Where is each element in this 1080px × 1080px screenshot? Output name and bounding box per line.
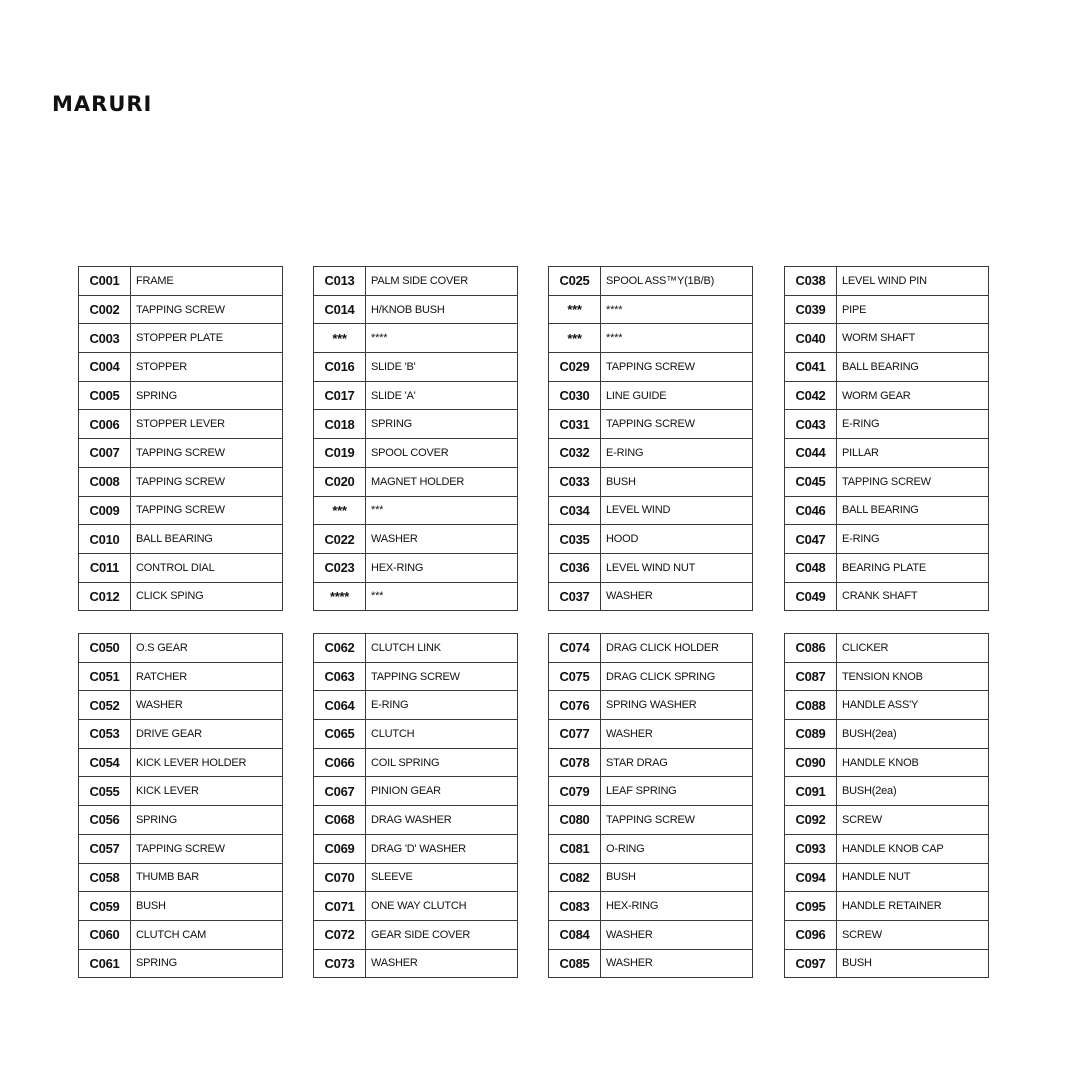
table-row [785, 949, 989, 978]
part-name: CRANK SHAFT [837, 582, 989, 611]
table-row [79, 949, 283, 978]
part-code: C094 [785, 863, 837, 892]
part-code: C018 [314, 410, 366, 439]
parts-table-8 [784, 633, 989, 978]
part-code: C005 [79, 381, 131, 410]
table-row [314, 467, 518, 496]
part-code: C057 [79, 834, 131, 863]
part-code: C079 [549, 777, 601, 806]
table-row [314, 295, 518, 324]
part-name: SCREW [837, 806, 989, 835]
part-name: FRAME [131, 267, 283, 296]
part-name: HOOD [601, 525, 753, 554]
part-name: HANDLE NUT [837, 863, 989, 892]
part-name: TAPPING SCREW [131, 295, 283, 324]
part-code: C058 [79, 863, 131, 892]
table-row [79, 295, 283, 324]
table-row [785, 439, 989, 468]
part-code: C081 [549, 834, 601, 863]
part-code: C059 [79, 892, 131, 921]
table-row [79, 748, 283, 777]
table-row [314, 267, 518, 296]
part-code: C078 [549, 748, 601, 777]
part-code: C006 [79, 410, 131, 439]
table-row [79, 324, 283, 353]
part-code: C076 [549, 691, 601, 720]
part-name: CLUTCH [366, 720, 518, 749]
part-code: C043 [785, 410, 837, 439]
part-name: SPOOL ASS™Y(1B/B) [601, 267, 753, 296]
part-name: **** [601, 324, 753, 353]
part-code: C022 [314, 525, 366, 554]
table-row [549, 525, 753, 554]
table-row [785, 834, 989, 863]
part-code: C020 [314, 467, 366, 496]
part-code: *** [314, 324, 366, 353]
table-row [785, 353, 989, 382]
part-name: O.S GEAR [131, 634, 283, 663]
part-code: C083 [549, 892, 601, 921]
table-row [79, 381, 283, 410]
part-code: C054 [79, 748, 131, 777]
brand-logo: MARURI [52, 92, 153, 116]
part-name: BUSH [601, 467, 753, 496]
part-code: C014 [314, 295, 366, 324]
table-row [79, 582, 283, 611]
part-code: C075 [549, 662, 601, 691]
part-code: C040 [785, 324, 837, 353]
table-row [314, 381, 518, 410]
part-name: DRAG 'D' WASHER [366, 834, 518, 863]
part-name: SPRING [131, 806, 283, 835]
part-code: C025 [549, 267, 601, 296]
part-code: C002 [79, 295, 131, 324]
part-code: C052 [79, 691, 131, 720]
table-row [549, 582, 753, 611]
part-code: *** [549, 324, 601, 353]
part-name: BALL BEARING [837, 353, 989, 382]
part-name: MAGNET HOLDER [366, 467, 518, 496]
table-row [79, 439, 283, 468]
part-code: C044 [785, 439, 837, 468]
part-name: KICK LEVER HOLDER [131, 748, 283, 777]
table-row [314, 410, 518, 439]
part-code: C029 [549, 353, 601, 382]
part-name: TAPPING SCREW [837, 467, 989, 496]
part-name: RATCHER [131, 662, 283, 691]
table-row [785, 863, 989, 892]
part-name: BUSH [131, 892, 283, 921]
parts-table-7 [548, 633, 753, 978]
part-name: TAPPING SCREW [131, 439, 283, 468]
table-row [549, 467, 753, 496]
part-code: C001 [79, 267, 131, 296]
part-name: TAPPING SCREW [366, 662, 518, 691]
part-name: TAPPING SCREW [601, 410, 753, 439]
part-code: C091 [785, 777, 837, 806]
table-row [314, 324, 518, 353]
part-code: C093 [785, 834, 837, 863]
part-code: C034 [549, 496, 601, 525]
part-code: C085 [549, 949, 601, 978]
part-name: STOPPER PLATE [131, 324, 283, 353]
table-row [785, 295, 989, 324]
part-name: SPRING [366, 410, 518, 439]
part-code: C084 [549, 920, 601, 949]
part-name: HANDLE ASS'Y [837, 691, 989, 720]
part-code: C008 [79, 467, 131, 496]
table-row [785, 920, 989, 949]
part-code: C035 [549, 525, 601, 554]
table-row [79, 720, 283, 749]
table-row [79, 834, 283, 863]
part-name: SLEEVE [366, 863, 518, 892]
table-row [79, 806, 283, 835]
part-name: TAPPING SCREW [131, 496, 283, 525]
part-name: DRIVE GEAR [131, 720, 283, 749]
part-code: C048 [785, 553, 837, 582]
table-row [79, 496, 283, 525]
part-name: THUMB BAR [131, 863, 283, 892]
part-name: SLIDE 'B' [366, 353, 518, 382]
part-code: C069 [314, 834, 366, 863]
table-row [549, 691, 753, 720]
part-name: SLIDE 'A' [366, 381, 518, 410]
table-row [79, 553, 283, 582]
table-row [549, 295, 753, 324]
table-row [549, 381, 753, 410]
table-row [549, 553, 753, 582]
part-name: DRAG WASHER [366, 806, 518, 835]
table-row [549, 920, 753, 949]
table-row [314, 353, 518, 382]
part-name: TENSION KNOB [837, 662, 989, 691]
part-code: C077 [549, 720, 601, 749]
table-row [79, 467, 283, 496]
part-name: *** [366, 496, 518, 525]
part-name: E-RING [837, 410, 989, 439]
table-row [314, 834, 518, 863]
table-row [785, 691, 989, 720]
table-row [785, 410, 989, 439]
parts-table-5 [78, 633, 283, 978]
part-name: DRAG CLICK HOLDER [601, 634, 753, 663]
part-code: C097 [785, 949, 837, 978]
table-row [314, 525, 518, 554]
part-name: LEAF SPRING [601, 777, 753, 806]
part-code: C096 [785, 920, 837, 949]
part-code: C003 [79, 324, 131, 353]
part-name: BUSH [601, 863, 753, 892]
part-code: C037 [549, 582, 601, 611]
part-name: STAR DRAG [601, 748, 753, 777]
part-code: C092 [785, 806, 837, 835]
table-row [314, 920, 518, 949]
table-row [549, 267, 753, 296]
part-name: TAPPING SCREW [601, 353, 753, 382]
table-row [785, 467, 989, 496]
part-name: CLUTCH LINK [366, 634, 518, 663]
table-row [314, 439, 518, 468]
table-row [79, 691, 283, 720]
table-row [785, 324, 989, 353]
table-row [549, 496, 753, 525]
part-code: C080 [549, 806, 601, 835]
part-name: HANDLE KNOB [837, 748, 989, 777]
part-name: WASHER [366, 949, 518, 978]
part-code: C032 [549, 439, 601, 468]
part-name: LEVEL WIND NUT [601, 553, 753, 582]
part-name: CONTROL DIAL [131, 553, 283, 582]
table-row [785, 525, 989, 554]
part-code: C045 [785, 467, 837, 496]
part-code: **** [314, 582, 366, 611]
part-code: C086 [785, 634, 837, 663]
table-row [785, 381, 989, 410]
part-name: **** [601, 295, 753, 324]
part-name: SPRING [131, 949, 283, 978]
parts-table-6 [313, 633, 518, 978]
part-code: C004 [79, 353, 131, 382]
part-code: C074 [549, 634, 601, 663]
part-name: PILLAR [837, 439, 989, 468]
part-code: C050 [79, 634, 131, 663]
table-row [549, 410, 753, 439]
part-code: C030 [549, 381, 601, 410]
part-code: C090 [785, 748, 837, 777]
part-name: HANDLE KNOB CAP [837, 834, 989, 863]
part-name: TAPPING SCREW [131, 467, 283, 496]
table-row [79, 525, 283, 554]
table-row [549, 863, 753, 892]
part-code: C067 [314, 777, 366, 806]
part-name: PALM SIDE COVER [366, 267, 518, 296]
part-code: C073 [314, 949, 366, 978]
part-name: E-RING [837, 525, 989, 554]
part-code: C013 [314, 267, 366, 296]
part-code: C088 [785, 691, 837, 720]
part-name: BALL BEARING [131, 525, 283, 554]
part-code: C019 [314, 439, 366, 468]
table-row [549, 324, 753, 353]
table-row [549, 634, 753, 663]
part-name: TAPPING SCREW [601, 806, 753, 835]
part-code: C036 [549, 553, 601, 582]
part-name: BEARING PLATE [837, 553, 989, 582]
part-name: *** [366, 582, 518, 611]
part-code: C011 [79, 553, 131, 582]
part-name: HEX-RING [601, 892, 753, 921]
part-name: HANDLE RETAINER [837, 892, 989, 921]
part-code: *** [549, 295, 601, 324]
part-code: C010 [79, 525, 131, 554]
part-code: C061 [79, 949, 131, 978]
part-name: WORM SHAFT [837, 324, 989, 353]
part-code: C042 [785, 381, 837, 410]
part-code: C031 [549, 410, 601, 439]
table-row [785, 777, 989, 806]
part-code: C071 [314, 892, 366, 921]
table-row [785, 496, 989, 525]
table-row [314, 892, 518, 921]
part-code: C082 [549, 863, 601, 892]
part-code: C066 [314, 748, 366, 777]
parts-table-2 [313, 266, 518, 611]
part-name: E-RING [601, 439, 753, 468]
part-code: C060 [79, 920, 131, 949]
table-row [314, 553, 518, 582]
table-row [549, 662, 753, 691]
part-name: WASHER [366, 525, 518, 554]
part-name: KICK LEVER [131, 777, 283, 806]
part-name: SCREW [837, 920, 989, 949]
table-row [549, 439, 753, 468]
table-row [549, 949, 753, 978]
part-name: BUSH(2ea) [837, 777, 989, 806]
part-name: SPRING WASHER [601, 691, 753, 720]
table-row [549, 720, 753, 749]
part-name: SPOOL COVER [366, 439, 518, 468]
parts-table-1 [78, 266, 283, 611]
part-code: C064 [314, 691, 366, 720]
table-row [785, 267, 989, 296]
part-name: PINION GEAR [366, 777, 518, 806]
table-row [314, 949, 518, 978]
table-row [79, 410, 283, 439]
part-code: C055 [79, 777, 131, 806]
part-code: C053 [79, 720, 131, 749]
part-name: HEX-RING [366, 553, 518, 582]
part-name: LEVEL WIND [601, 496, 753, 525]
part-code: C062 [314, 634, 366, 663]
part-name: ONE WAY CLUTCH [366, 892, 518, 921]
part-code: C009 [79, 496, 131, 525]
table-row [314, 691, 518, 720]
part-name: LEVEL WIND PIN [837, 267, 989, 296]
part-code: C065 [314, 720, 366, 749]
part-name: WASHER [601, 720, 753, 749]
part-name: E-RING [366, 691, 518, 720]
table-row [79, 863, 283, 892]
part-code: C023 [314, 553, 366, 582]
table-row [79, 777, 283, 806]
part-code: C017 [314, 381, 366, 410]
part-code: C087 [785, 662, 837, 691]
part-code: C039 [785, 295, 837, 324]
part-code: C056 [79, 806, 131, 835]
table-row [785, 662, 989, 691]
table-row [785, 748, 989, 777]
part-code: C033 [549, 467, 601, 496]
table-row [549, 353, 753, 382]
part-code: C089 [785, 720, 837, 749]
part-name: STOPPER LEVER [131, 410, 283, 439]
part-name: WASHER [601, 582, 753, 611]
table-row [79, 634, 283, 663]
part-name: BALL BEARING [837, 496, 989, 525]
part-code: C072 [314, 920, 366, 949]
part-name: CLUTCH CAM [131, 920, 283, 949]
part-name: H/KNOB BUSH [366, 295, 518, 324]
table-row [79, 892, 283, 921]
part-name: WASHER [601, 920, 753, 949]
part-name: STOPPER [131, 353, 283, 382]
table-row [785, 553, 989, 582]
part-code: C070 [314, 863, 366, 892]
part-name: GEAR SIDE COVER [366, 920, 518, 949]
part-name: O-RING [601, 834, 753, 863]
parts-table-4 [784, 266, 989, 611]
part-name: WASHER [131, 691, 283, 720]
part-name: WASHER [601, 949, 753, 978]
table-row [785, 720, 989, 749]
part-name: BUSH(2ea) [837, 720, 989, 749]
part-code: C012 [79, 582, 131, 611]
part-code: C007 [79, 439, 131, 468]
part-name: COIL SPRING [366, 748, 518, 777]
table-row [79, 267, 283, 296]
part-name: LINE GUIDE [601, 381, 753, 410]
table-row [79, 353, 283, 382]
part-code: C038 [785, 267, 837, 296]
table-row [549, 777, 753, 806]
table-row [549, 806, 753, 835]
table-row [314, 662, 518, 691]
table-row [549, 748, 753, 777]
part-code: C047 [785, 525, 837, 554]
part-name: CLICKER [837, 634, 989, 663]
part-code: C046 [785, 496, 837, 525]
part-code: C041 [785, 353, 837, 382]
part-code: C063 [314, 662, 366, 691]
table-row [314, 777, 518, 806]
part-code: C016 [314, 353, 366, 382]
part-name: DRAG CLICK SPRING [601, 662, 753, 691]
table-row [785, 634, 989, 663]
table-row [785, 582, 989, 611]
part-name: CLICK SPING [131, 582, 283, 611]
table-row [314, 806, 518, 835]
table-row [785, 806, 989, 835]
parts-table-3 [548, 266, 753, 611]
table-row [314, 863, 518, 892]
part-name: TAPPING SCREW [131, 834, 283, 863]
part-code: C049 [785, 582, 837, 611]
table-row [314, 748, 518, 777]
part-code: C051 [79, 662, 131, 691]
table-row [785, 892, 989, 921]
part-code: C068 [314, 806, 366, 835]
table-row [79, 662, 283, 691]
table-row [314, 634, 518, 663]
part-name: PIPE [837, 295, 989, 324]
table-row [314, 720, 518, 749]
part-name: WORM GEAR [837, 381, 989, 410]
table-row [79, 920, 283, 949]
part-code: *** [314, 496, 366, 525]
part-name: BUSH [837, 949, 989, 978]
table-row [314, 582, 518, 611]
part-name: **** [366, 324, 518, 353]
table-row [314, 496, 518, 525]
table-row [549, 834, 753, 863]
table-row [549, 892, 753, 921]
part-name: SPRING [131, 381, 283, 410]
part-code: C095 [785, 892, 837, 921]
